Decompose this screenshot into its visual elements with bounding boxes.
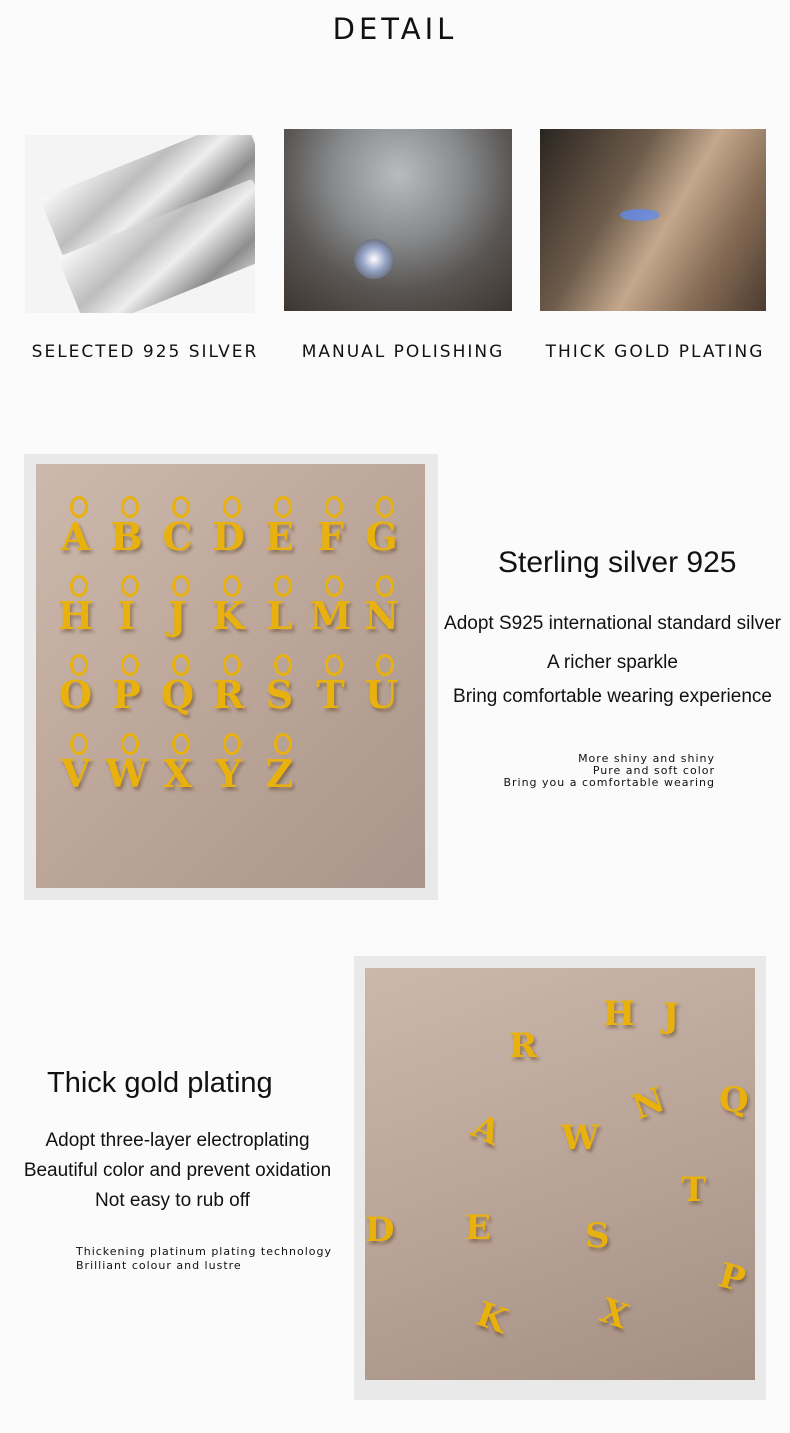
alphabet-charms-photo [36, 464, 425, 888]
charm-letter: K [203, 583, 254, 638]
charm-letter: S [585, 1216, 610, 1256]
manual-polishing-photo [284, 129, 512, 311]
charm-letter: P [101, 662, 152, 717]
charm-letter: X [152, 741, 203, 796]
silver-small-line-2: Pure and soft color [592, 764, 715, 777]
charm-letter: Q [719, 1080, 749, 1120]
feature-caption-plating: THICK GOLD PLATING [545, 342, 765, 362]
silver-line-1: Adopt S925 international standard silver [444, 613, 781, 634]
gold-line-3: Not easy to rub off [95, 1190, 250, 1211]
charm-letter: X [594, 1290, 634, 1338]
charm-letter: W [561, 1118, 600, 1158]
gold-small-text [76, 1245, 332, 1273]
silver-small-line-1: More shiny and shiny [578, 752, 715, 765]
charm-letter: R [509, 1026, 538, 1066]
charm-letter: I [101, 583, 152, 638]
charm-letter: B [101, 504, 152, 559]
charm-letter: V [50, 741, 101, 796]
gold-line-2: Beautiful color and prevent oxidation [23, 1160, 332, 1181]
silver-line-2: A richer sparkle [547, 652, 678, 673]
charm-letter: Q [152, 662, 203, 717]
charm-letter: U [356, 662, 407, 717]
charm-letter: Z [254, 741, 305, 796]
gold-plating-photo [540, 129, 766, 311]
charm-letter: R [203, 662, 254, 717]
charm-letter: A [50, 504, 101, 559]
charm-letter: F [305, 504, 356, 559]
charm-letter: J [663, 996, 680, 1036]
charm-letter: K [471, 1294, 513, 1342]
charm-letter: A [465, 1106, 507, 1154]
silver-small-line-3: Bring you a comfortable wearing [503, 776, 715, 789]
charm-letter: M [305, 583, 356, 638]
charm-letter: W [101, 741, 152, 796]
silver-heading: Sterling silver 925 [498, 546, 737, 579]
charm-letter: D [203, 504, 254, 559]
charm-letter: S [254, 662, 305, 717]
charm-letter: H [50, 583, 101, 638]
gold-line-1: Adopt three-layer electroplating [45, 1130, 310, 1151]
charm-letter: T [305, 662, 356, 717]
charm-letter: J [152, 583, 203, 638]
charm-letter: E [254, 504, 305, 559]
gold-small-line-2: Brilliant colour and lustre [76, 1259, 242, 1272]
gold-small-line-1: Thickening platinum plating technology [76, 1245, 333, 1258]
scattered-charms-photo [365, 968, 755, 1380]
charm-letter: N [356, 583, 407, 638]
charm-letter: E [465, 1208, 491, 1248]
charm-letter: L [254, 583, 305, 638]
gold-heading: Thick gold plating [47, 1067, 273, 1099]
charm-letter: N [627, 1079, 670, 1129]
page-title: DETAIL [332, 12, 458, 46]
silver-small-text [503, 752, 715, 790]
charm-letter: T [681, 1170, 707, 1210]
silver-bars-photo [25, 135, 255, 313]
charm-letter: G [356, 504, 407, 559]
charm-letter: O [50, 662, 101, 717]
feature-caption-silver: SELECTED 925 SILVER [31, 342, 259, 362]
charm-letter: P [714, 1255, 750, 1301]
feature-caption-polishing: MANUAL POLISHING [301, 342, 505, 362]
silver-line-3: Bring comfortable wearing experience [453, 686, 772, 707]
charm-letter: D [365, 1210, 395, 1250]
charm-letter: Y [203, 741, 254, 796]
charm-letter: H [603, 994, 636, 1034]
charm-letter: C [152, 504, 203, 559]
